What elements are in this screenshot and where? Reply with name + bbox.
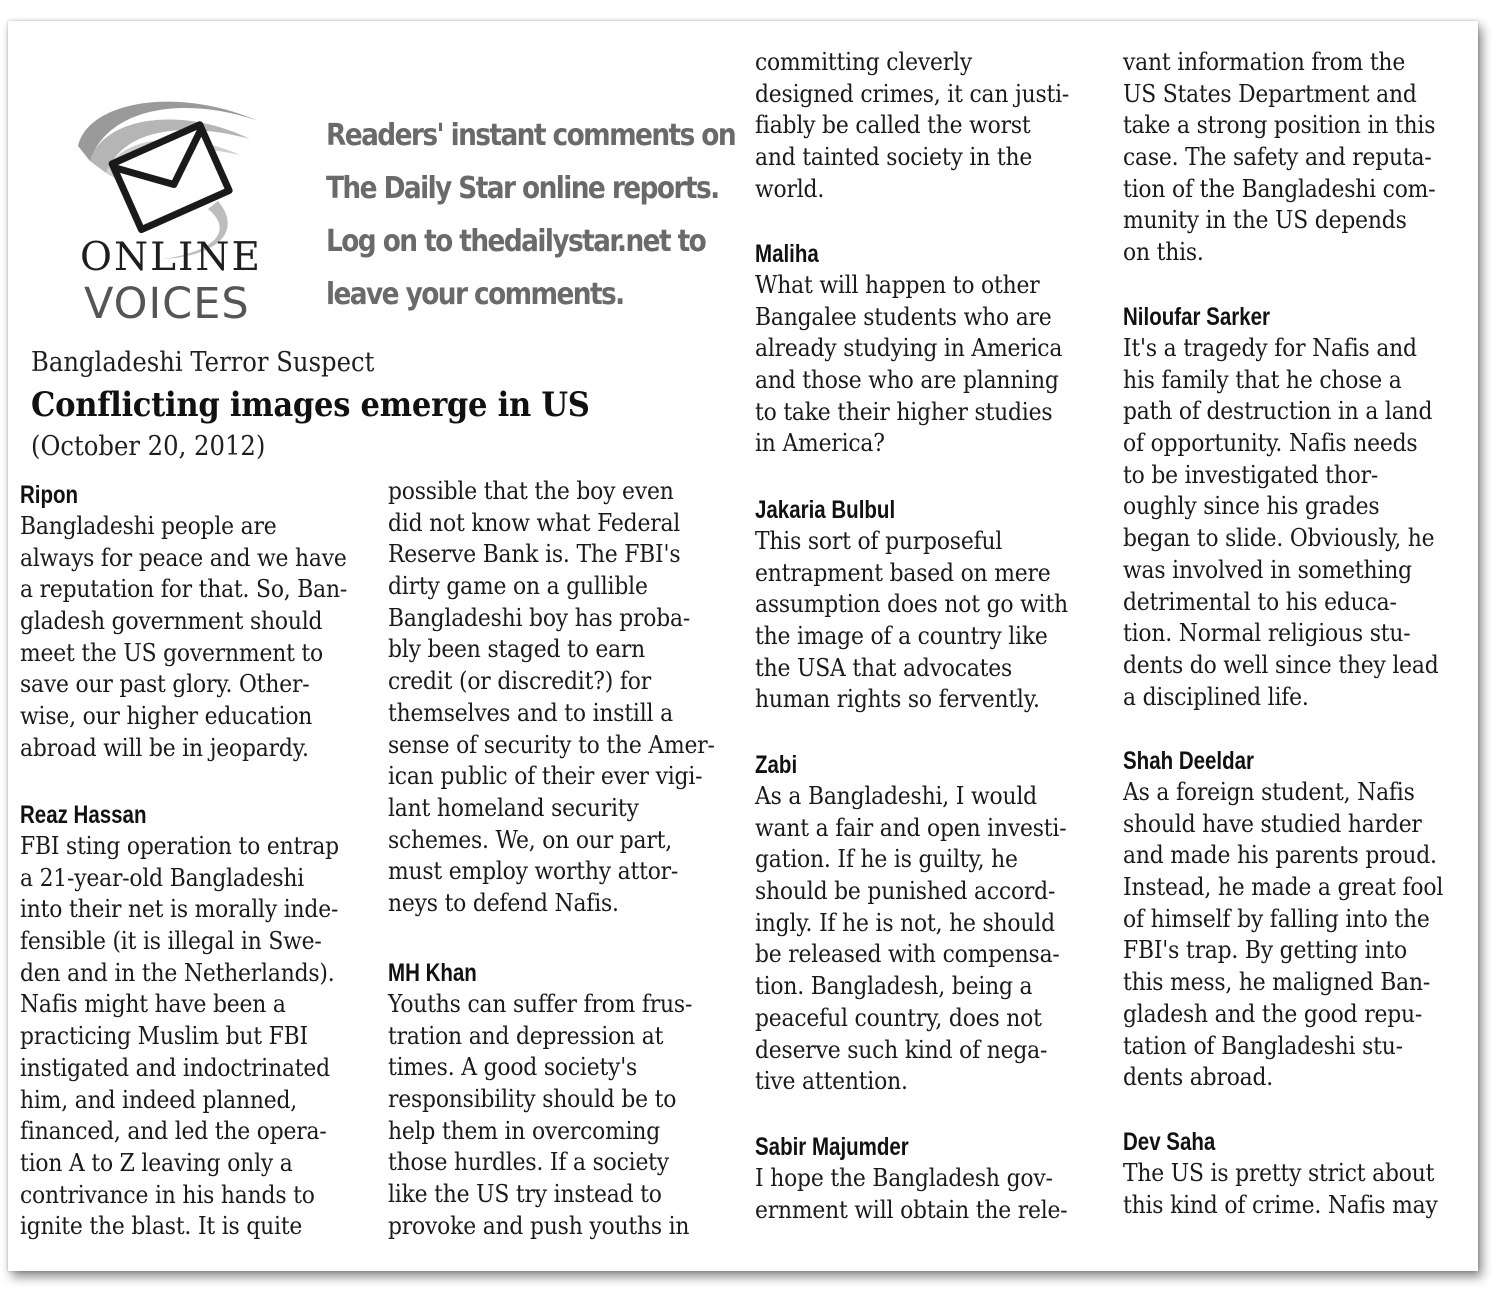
comment-line: this mess, he maligned Ban- [1123, 968, 1431, 997]
comment-line: neys to defend Nafis. [388, 888, 619, 917]
comment-line: schemes. We, on our part, [388, 825, 673, 854]
comment-line: on this. [1123, 238, 1204, 267]
comment-line: path of destruction in a land [1123, 397, 1433, 426]
comment-line: oughly since his grades [1123, 492, 1380, 521]
comment-author: Zabi [755, 751, 798, 779]
comment-line: gladesh government should [20, 607, 323, 636]
comment-line: Bangladeshi people are [20, 512, 277, 540]
comment-line: Bangladeshi boy has proba- [388, 603, 691, 632]
comment-line: those hurdles. If a society [388, 1148, 669, 1177]
comment-line: Bangalee students who are [755, 302, 1052, 331]
column-1-comment-2 [20, 799, 392, 1243]
comment-line: the image of a country like [755, 622, 1048, 651]
comment-line: As a Bangladeshi, I would [755, 782, 1037, 810]
comment-line: detrimental to his educa- [1123, 587, 1397, 616]
column-3-comment-2 [755, 238, 1127, 460]
comment-line: assumption does not go with [755, 590, 1068, 619]
comment-line: a 21-year-old Bangladeshi [20, 863, 305, 892]
comment-line: must employ worthy attor- [388, 857, 679, 886]
comment-line: human rights so fervently. [755, 685, 1040, 714]
comment-line: tration and depression at [388, 1021, 664, 1050]
comment-author: MH Khan [388, 959, 477, 987]
comment-line: to be investigated thor- [1123, 460, 1379, 489]
newspaper-clipping [8, 21, 1478, 1271]
comment-line: dents do well since they lead [1123, 650, 1439, 679]
comment-line: should have studied harder [1123, 809, 1422, 838]
article-date: (October 20, 2012) [31, 431, 266, 462]
comment-line: credit (or discredit?) for [388, 667, 651, 696]
comment-line: It's a tragedy for Nafis and [1123, 334, 1417, 362]
comment-line: case. The safety and reputa- [1123, 143, 1432, 172]
comment-line: and those who are planning [755, 366, 1059, 395]
comment-line: themselves and to instill a [388, 698, 673, 727]
column-4-comment-2 [1123, 301, 1478, 713]
comment-line: a disciplined life. [1123, 682, 1309, 711]
comment-line: abroad will be in jeopardy. [20, 733, 309, 762]
comment-line: dirty game on a gullible [388, 572, 648, 601]
comment-line: ican public of their ever vigi- [388, 762, 703, 791]
comment-line: Reserve Bank is. The FBI's [388, 540, 681, 569]
comment-line: and tainted society in the [755, 143, 1033, 172]
comment-line: of opportunity. Nafis needs [1123, 429, 1418, 458]
comment-line: always for peace and we have [20, 543, 347, 572]
comment-line: lant homeland security [388, 793, 639, 822]
comment-line: The US is pretty strict about [1123, 1159, 1435, 1187]
comment-line: Youths can suffer from frus- [388, 990, 693, 1018]
comment-line: already studying in America [755, 334, 1063, 363]
comment-line: bly been staged to earn [388, 635, 646, 664]
comment-line: a reputation for that. So, Ban- [20, 575, 348, 604]
comment-line: committing cleverly [755, 48, 973, 76]
comment-line: fiably be called the worst [755, 111, 1031, 140]
comment-line: should be punished accord- [755, 877, 1056, 906]
promo-line: Log on to thedailystar.net to [326, 224, 706, 259]
comment-line: tion. Bangladesh, being a [755, 972, 1033, 1001]
comment-line: ignite the blast. It is quite [20, 1212, 303, 1241]
comment-line: save our past glory. Other- [20, 670, 310, 699]
comment-line: to take their higher studies [755, 397, 1053, 426]
comment-line: practicing Muslim but FBI [20, 1022, 308, 1051]
comment-line: of himself by falling into the [1123, 904, 1430, 933]
comment-line: times. A good society's [388, 1053, 638, 1082]
comment-line: munity in the US depends [1123, 206, 1407, 235]
comment-line: US States Department and [1123, 79, 1417, 108]
promo-line: Readers' instant comments on [326, 118, 736, 153]
comment-line: fensible (it is illegal in Swe- [20, 927, 322, 956]
comment-author: Jakaria Bulbul [755, 496, 896, 524]
comment-line: responsibility should be to [388, 1085, 677, 1114]
column-2-comment-2 [388, 957, 760, 1243]
comment-author: Sabir Majumder [755, 1133, 909, 1161]
article-kicker: Bangladeshi Terror Suspect [31, 347, 375, 378]
comment-line: began to slide. Obviously, he [1123, 524, 1435, 553]
comment-line: contrivance in his hands to [20, 1180, 315, 1209]
promo-text [326, 109, 736, 321]
comment-line: like the US try instead to [388, 1180, 662, 1209]
comment-line: dents abroad. [1123, 1063, 1274, 1092]
comment-line: entrapment based on mere [755, 558, 1051, 587]
comment-line: in America? [755, 429, 885, 458]
column-2 [388, 476, 760, 920]
comment-line: financed, and led the opera- [20, 1117, 327, 1146]
comment-line: wise, our higher education [20, 702, 313, 731]
comment-line: I hope the Bangladesh gov- [755, 1164, 1053, 1192]
column-1 [20, 479, 392, 765]
comment-author: Maliha [755, 240, 819, 268]
promo-line: The Daily Star online reports. [326, 171, 719, 206]
comment-author: Shah Deeldar [1123, 747, 1255, 775]
comment-line: into their net is morally inde- [20, 895, 339, 924]
comment-line: vant information from the [1123, 48, 1406, 76]
comment-line: did not know what Federal [388, 508, 681, 537]
comment-line: FBI sting operation to entrap [20, 832, 339, 860]
comment-line: was involved in something [1123, 555, 1412, 584]
comment-line: take a strong position in this [1123, 111, 1436, 140]
masthead-voices: VOICES [84, 279, 250, 329]
comment-line: the USA that advocates [755, 653, 1013, 682]
comment-line: As a foreign student, Nafis [1123, 778, 1415, 806]
comment-line: This sort of purposeful [755, 527, 1003, 555]
masthead-online: ONLINE [80, 235, 262, 280]
promo-line: leave your comments. [326, 277, 624, 312]
comment-line: tion. Normal religious stu- [1123, 619, 1411, 648]
column-3 [755, 47, 1127, 205]
comment-line: help them in overcoming [388, 1116, 661, 1145]
column-3-comment-3 [755, 494, 1127, 716]
comment-line: Instead, he made a great fool [1123, 873, 1444, 902]
column-3-comment-5 [755, 1131, 1127, 1226]
comment-line: Nafis might have been a [20, 990, 286, 1019]
comment-line: deserve such kind of nega- [755, 1035, 1048, 1064]
comment-author: Reaz Hassan [20, 801, 147, 829]
comment-line: designed crimes, it can justi- [755, 79, 1070, 108]
comment-author: Dev Saha [1123, 1128, 1216, 1156]
comment-line: world. [755, 174, 825, 203]
comment-line: meet the US government to [20, 638, 324, 667]
comment-line: den and in the Netherlands). [20, 958, 335, 987]
comment-line: want a fair and open investi- [755, 813, 1067, 842]
comment-line: tation of Bangladeshi stu- [1123, 1031, 1403, 1060]
column-4-comment-4 [1123, 1126, 1478, 1221]
column-4-comment-3 [1123, 745, 1478, 1094]
comment-line: this kind of crime. Nafis may [1123, 1190, 1438, 1219]
comment-line: and made his parents proud. [1123, 841, 1437, 870]
comment-line: gation. If he is guilty, he [755, 845, 1018, 874]
comment-line: him, and indeed planned, [20, 1085, 298, 1114]
comment-line: provoke and push youths in [388, 1211, 690, 1240]
comment-line: possible that the boy even [388, 477, 674, 505]
comment-line: gladesh and the good repu- [1123, 999, 1423, 1028]
comment-line: ernment will obtain the rele- [755, 1195, 1068, 1224]
comment-line: instigated and indoctrinated [20, 1053, 330, 1082]
comment-line: ingly. If he is not, he should [755, 908, 1055, 937]
comment-line: What will happen to other [755, 271, 1040, 299]
comment-line: tion of the Bangladeshi com- [1123, 174, 1436, 203]
column-4 [1123, 47, 1478, 269]
comment-line: FBI's trap. By getting into [1123, 936, 1407, 965]
column-3-comment-4 [755, 749, 1127, 1098]
comment-line: tion A to Z leaving only a [20, 1148, 293, 1177]
comment-author: Ripon [20, 481, 79, 509]
comment-line: peaceful country, does not [755, 1003, 1042, 1032]
comment-line: be released with compensa- [755, 940, 1060, 969]
comment-line: sense of security to the Amer- [388, 730, 715, 759]
comment-author: Niloufar Sarker [1123, 303, 1270, 331]
comment-line: his family that he chose a [1123, 365, 1402, 394]
comment-line: tive attention. [755, 1067, 908, 1096]
article-headline: Conflicting images emerge in US [31, 385, 590, 425]
